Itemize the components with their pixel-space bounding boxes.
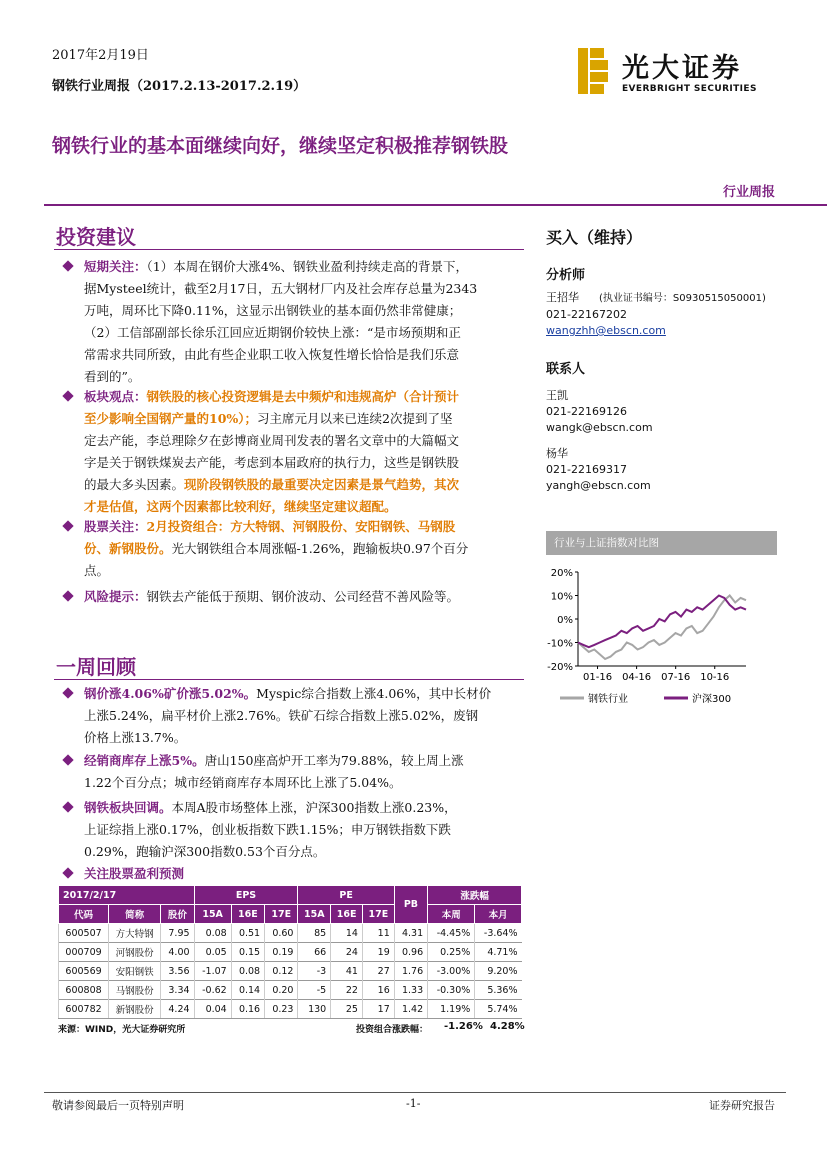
sector-label: 钢铁板块回调。	[84, 800, 172, 815]
table-cell: -1.07	[194, 962, 231, 981]
table-cell: 0.08	[194, 924, 231, 943]
table-cell: 600808	[59, 981, 109, 1000]
bullet-icon	[62, 520, 73, 531]
table-cell: 新钢股份	[109, 1000, 161, 1019]
table-cell: -4.45%	[428, 924, 475, 943]
table-cell: 安阳钢铁	[109, 962, 161, 981]
table-row	[59, 943, 522, 962]
logo-chinese: 光大证券	[622, 53, 742, 84]
table-cell: -3.00%	[428, 962, 475, 981]
chart-x-tick-label: 04-16	[622, 672, 652, 683]
table-source: 来源：WIND，光大证券研究所	[58, 1025, 186, 1035]
header-divider	[44, 204, 827, 206]
para-risk	[62, 586, 524, 608]
chart-legend-label: 沪深300	[692, 694, 732, 705]
contact-block	[546, 362, 786, 494]
sector-text: 本周A股市场整体上涨，沪深300指数上涨0.23%，	[171, 800, 457, 815]
code-header: 代码	[59, 905, 109, 924]
contact1-email: wangk@ebscn.com	[546, 421, 653, 434]
headline: 钢铁行业的基本面继续向好，继续坚定积极推荐钢铁股	[52, 135, 509, 157]
inventory-text: 唐山150座高炉开工率为79.88%，较上周上涨	[204, 753, 464, 768]
table-cell: 16	[362, 981, 394, 1000]
table-cell: 9.20%	[475, 962, 522, 981]
invest-underline	[54, 249, 524, 250]
page-number: -1-	[406, 1097, 421, 1110]
name-header: 简称	[109, 905, 161, 924]
table-row	[59, 924, 522, 943]
portfolio-month: 4.28%	[490, 1021, 525, 1032]
sector-view-label: 板块观点：	[84, 389, 147, 404]
table-cell: 1.76	[394, 962, 427, 981]
comparison-chart	[546, 562, 777, 712]
inventory-label: 经销商库存上涨5%。	[84, 753, 205, 768]
table-cell: 方大特钢	[109, 924, 161, 943]
short-term-line: 万吨，周环比下降0.11%，这显示出钢铁业的基本面仍然非常健康；	[84, 303, 462, 318]
contact2-name: 杨华	[546, 447, 568, 460]
stock-focus-highlight: 2月投资组合：方大特钢、河钢股份、安阳钢铁、马钢股	[146, 519, 456, 534]
sector-view-highlight: 才是估值，这两个因素都比较利好，继续坚定建议超配。	[84, 499, 397, 514]
para-inventory	[62, 750, 524, 794]
table-cell: -5	[298, 981, 331, 1000]
price-text: 上涨5.24%，扁平材价上涨2.76%。铁矿石综合指数上涨5.02%，废钢	[84, 708, 479, 723]
chart-y-tick-label: -20%	[547, 662, 573, 673]
stock-focus-label: 股票关注：	[84, 519, 147, 534]
risk-text: 钢铁去产能低于预期、钢价波动、公司经营不善风险等。	[146, 589, 460, 604]
table-row	[59, 981, 522, 1000]
table-cell: 0.14	[231, 981, 264, 1000]
table-cell: -0.30%	[428, 981, 475, 1000]
table-cell: 0.60	[265, 924, 298, 943]
price-label: 钢价涨4.06%矿价涨5.02%。	[84, 686, 257, 701]
week-header: 本周	[428, 905, 475, 924]
table-cell: 24	[331, 943, 363, 962]
table-cell: 27	[362, 962, 394, 981]
table-row	[59, 1000, 522, 1019]
footer-left: 敬请参阅最后一页特别声明	[52, 1099, 184, 1112]
chart-title: 行业与上证指数对比图	[546, 531, 777, 555]
table-cell: 河钢股份	[109, 943, 161, 962]
contact1-phone: 021-22169126	[546, 405, 627, 418]
table-cell: 0.04	[194, 1000, 231, 1019]
chart-svg	[546, 562, 777, 712]
table-cell: 600569	[59, 962, 109, 981]
forecast-label: 关注股票盈利预测	[84, 866, 185, 881]
table-cell: 0.51	[231, 924, 264, 943]
table-cell: 1.33	[394, 981, 427, 1000]
chart-y-tick-label: 10%	[550, 591, 573, 603]
table-cell: 0.23	[265, 1000, 298, 1019]
sector-text: 0.29%，跑输沪深300指数0.53个百分点。	[84, 844, 326, 859]
price-text: Myspic综合指数上涨4.06%，其中长材价	[256, 686, 492, 701]
year-header: 17E	[362, 905, 394, 924]
review-underline	[54, 679, 524, 680]
para-sector	[62, 797, 524, 863]
table-cell: 85	[298, 924, 331, 943]
stock-focus-text: 点。	[84, 563, 110, 578]
table-cell: 41	[331, 962, 363, 981]
analyst-email-link[interactable]: wangzhh@ebscn.com	[546, 324, 666, 337]
short-term-line: （1）本周在钢价大涨4%、钢铁业盈利持续走高的背景下，	[146, 259, 469, 274]
sector-view-text: 习主席元月以来已连续2次提到了坚	[257, 411, 453, 426]
inventory-text: 1.22个百分点；城市经销商库存本周环比上涨了5.04%。	[84, 775, 402, 790]
short-term-label: 短期关注：	[84, 259, 147, 274]
table-cell: 0.15	[231, 943, 264, 962]
sector-view-highlight: 至少影响全国钢产量的10%）；	[84, 411, 258, 426]
analyst-phone: 021-22167202	[546, 308, 627, 321]
sector-view-text: 定去产能，李总理除夕在彭博商业周刊发表的署名文章中的大篇幅文	[84, 433, 460, 448]
table-cell: 66	[298, 943, 331, 962]
table-cell: 22	[331, 981, 363, 1000]
para-stock-focus	[62, 516, 524, 582]
chart-y-tick-label: 20%	[550, 568, 573, 579]
table-cell: 0.12	[265, 962, 298, 981]
para-short-term	[62, 256, 524, 388]
table-cell: 0.19	[265, 943, 298, 962]
table-cell: 11	[362, 924, 394, 943]
table-cell: 1.19%	[428, 1000, 475, 1019]
pe-header: PE	[298, 886, 394, 905]
table-cell: 0.08	[231, 962, 264, 981]
chart-legend-label: 钢铁行业	[588, 694, 628, 705]
table-cell: 0.05	[194, 943, 231, 962]
everbright-logo-icon	[578, 48, 614, 94]
table-cell: 14	[331, 924, 363, 943]
pb-header: PB	[394, 886, 427, 924]
short-term-line: 看到的”。	[84, 369, 141, 384]
section-review-title: 一周回顾	[56, 655, 136, 679]
logo-english: EVERBRIGHT SECURITIES	[622, 84, 757, 94]
table-cell: 3.56	[161, 962, 194, 981]
chart-y-tick-label: 0%	[557, 615, 573, 626]
sector-text: 上证综指上涨0.17%，创业板指数下跌1.15%；申万钢铁指数下跌	[84, 822, 451, 837]
bullet-icon	[62, 754, 73, 765]
chart-y-tick-label: -10%	[547, 638, 573, 650]
contact1-name: 王凯	[546, 389, 568, 402]
table-bottom-rule	[58, 1018, 522, 1019]
report-date: 2017年2月19日	[52, 48, 149, 63]
table-cell: 5.36%	[475, 981, 522, 1000]
table-cell: 4.31	[394, 924, 427, 943]
contact-title: 联系人	[546, 362, 586, 377]
section-invest-title: 投资建议	[56, 225, 136, 249]
sector-view-highlight: 现阶段钢铁股的最重要决定因素是景气趋势，其次	[184, 477, 460, 492]
para-forecast	[62, 863, 524, 885]
bullet-icon	[62, 687, 73, 698]
table-cell: 马钢股份	[109, 981, 161, 1000]
portfolio-label: 投资组合涨跌幅：	[356, 1025, 429, 1035]
year-header: 15A	[194, 905, 231, 924]
stock-focus-text: 光大钢铁组合本周涨幅-1.26%，跑输板块0.97个百分	[171, 541, 469, 556]
bullet-icon	[62, 801, 73, 812]
footer-right: 证券研究报告	[709, 1099, 775, 1112]
para-sector-view	[62, 386, 524, 518]
table-cell: 0.25%	[428, 943, 475, 962]
analyst-name: 王招华	[546, 291, 579, 304]
short-term-line: 据Mysteel统计，截至2月17日，五大钢材厂内及社会库存总量为2343	[84, 281, 478, 296]
chart-series-line-steel	[578, 596, 746, 660]
chart-x-tick-label: 01-16	[583, 672, 613, 683]
month-header: 本月	[475, 905, 522, 924]
table-cell: 25	[331, 1000, 363, 1019]
table-cell: 000709	[59, 943, 109, 962]
table-cell: 1.42	[394, 1000, 427, 1019]
bullet-icon	[62, 590, 73, 601]
table-cell: -3	[298, 962, 331, 981]
table-cell: 19	[362, 943, 394, 962]
table-cell: 4.00	[161, 943, 194, 962]
year-header: 17E	[265, 905, 298, 924]
sector-view-highlight: 钢铁股的核心投资逻辑是去中频炉和违规高炉（合计预计	[146, 389, 460, 404]
year-header: 15A	[298, 905, 331, 924]
price-text: 价格上涨13.7%。	[84, 730, 187, 745]
contact2-email: yangh@ebscn.com	[546, 479, 651, 492]
year-header: 16E	[231, 905, 264, 924]
portfolio-week: -1.26%	[444, 1021, 483, 1032]
para-price	[62, 683, 524, 749]
rating: 买入（维持）	[546, 228, 643, 247]
table-date: 2017/2/17	[59, 886, 195, 905]
sector-view-text: 的最大多头因素。	[84, 477, 185, 492]
analyst-title: 分析师	[546, 268, 586, 283]
table-cell: 0.20	[265, 981, 298, 1000]
bullet-icon	[62, 390, 73, 401]
bullet-icon	[62, 260, 73, 271]
year-header: 16E	[331, 905, 363, 924]
short-term-line: （2）工信部副部长徐乐江回应近期钢价较快上涨：“是市场预期和正	[84, 325, 461, 340]
table-cell: 7.95	[161, 924, 194, 943]
table-cell: 600782	[59, 1000, 109, 1019]
chart-x-tick-label: 07-16	[661, 672, 691, 683]
chart-x-tick-label: 10-16	[700, 672, 730, 683]
table-cell: 4.71%	[475, 943, 522, 962]
analyst-cert: (执业证书编号：S0930515050001)	[599, 293, 766, 304]
analyst-block	[546, 268, 786, 339]
table-cell: 17	[362, 1000, 394, 1019]
earnings-table	[58, 885, 522, 1018]
sector-view-text: 字是关于钢铁煤炭去产能，考虑到本届政府的执行力，这些是钢铁股	[84, 455, 460, 470]
report-type: 行业周报	[722, 185, 775, 200]
eps-header: EPS	[194, 886, 298, 905]
table-cell: 130	[298, 1000, 331, 1019]
table-cell: 5.74%	[475, 1000, 522, 1019]
table-cell: 4.24	[161, 1000, 194, 1019]
short-term-line: 常需求共同所致，由此有些企业职工收入恢复性增长恰恰是我们乐意	[84, 347, 460, 362]
chg-header: 涨跌幅	[428, 886, 522, 905]
table-row	[59, 962, 522, 981]
table-cell: 3.34	[161, 981, 194, 1000]
table-cell: 600507	[59, 924, 109, 943]
stock-focus-highlight: 份、新钢股份。	[84, 541, 172, 556]
table-cell: -0.62	[194, 981, 231, 1000]
table-cell: -3.64%	[475, 924, 522, 943]
report-title: 钢铁行业周报（2017.2.13-2017.2.19）	[52, 79, 307, 94]
table-cell: 0.96	[394, 943, 427, 962]
table-cell: 0.16	[231, 1000, 264, 1019]
bullet-icon	[62, 867, 73, 878]
risk-label: 风险提示：	[84, 589, 147, 604]
contact2-phone: 021-22169317	[546, 463, 627, 476]
footer-rule	[44, 1092, 786, 1093]
price-header: 股价	[161, 905, 194, 924]
